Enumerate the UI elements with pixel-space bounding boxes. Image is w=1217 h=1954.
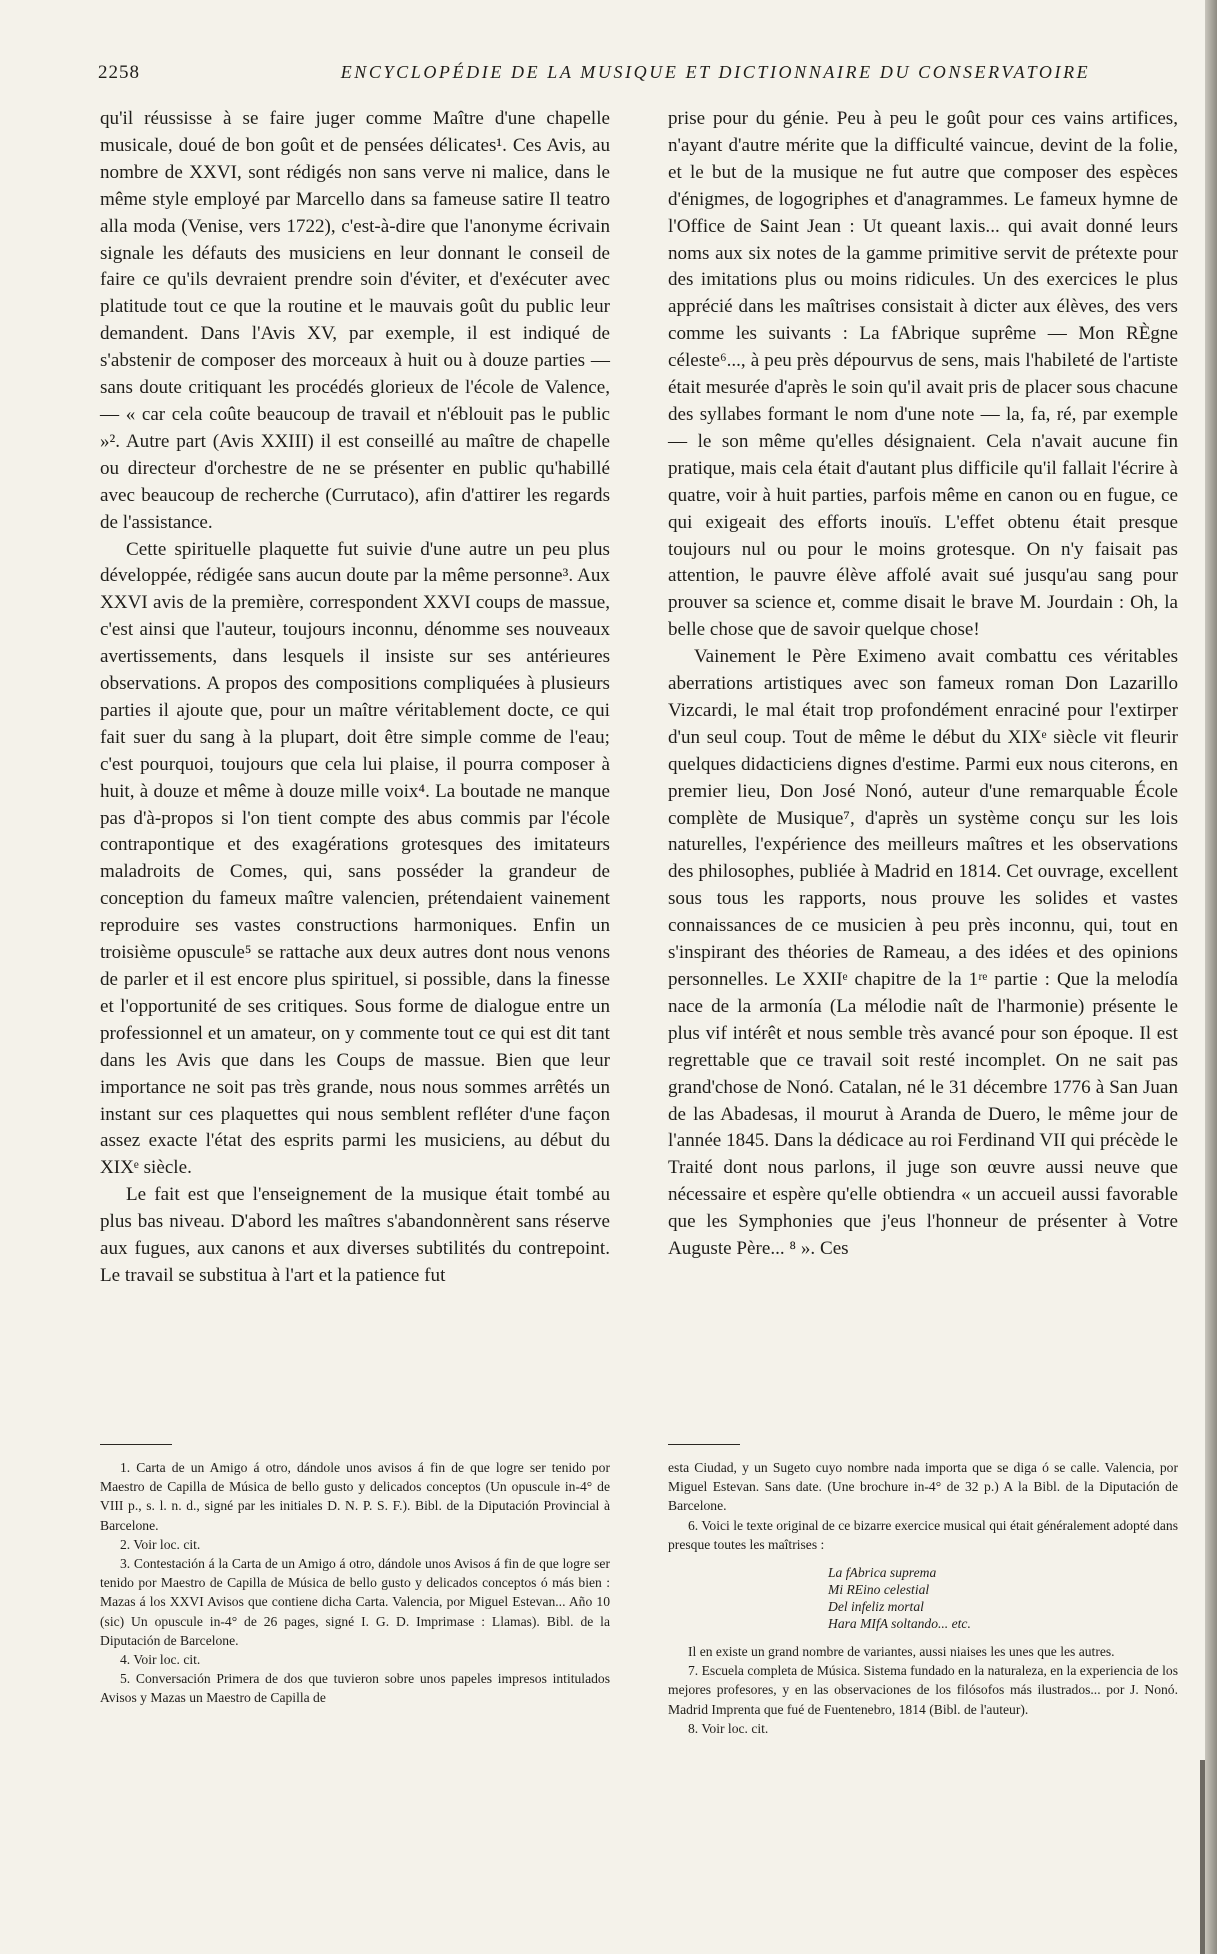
- paragraph: Cette spirituelle plaquette fut suivie d'une autre un peu plus développée, rédigée sans aucun doute par la même personne³. Aux XXVI avis de la première, correspondent XXVI coups de massue, c'est ainsi que l'auteur, toujours inconnu, dénomme ses nouveaux avertissements, dans lesquels il insiste sur ses antérieures observations. A propos des compositions compliquées à plusieurs parties il ajoute que, pour un maître véritablement docte, ce qui fait suer du sang à la plupart, doit être simple comme de l'eau; c'est pourquoi, toujours que cela lui plaise, il pourra composer à huit, à douze et même à douze mille voix⁴. La boutade ne manque pas d'à-propos si l'on tient compte des abus commis par l'école contrapontique et des exagérations grotesques des imitateurs maladroits de Comes, qui, sans posséder la grandeur de conception du fameux maître valencien, prétendaient vainement reproduire ses vastes constructions harmoniques. Enfin un troisième opuscule⁵ se rattache aux deux autres dont nous venons de parler et il est encore plus spirituel, si possible, dans la finesse et l'opportunité de ses critiques. Sous forme de dialogue entre un professionnel et un amateur, on y commente tout ce qui est dit tant dans les Avis que dans les Coups de massue. Bien que leur importance ne soit pas très grande, nous nous sommes arrêtés un instant sur ces plaquettes qui nous semblent refléter d'une façon assez exacte l'état des esprits parmi les musiciens, au début du XIXᵉ siècle.: [100, 538, 610, 1179]
- paragraph: Le fait est que l'enseignement de la musique était tombé au plus bas niveau. D'abord les maîtres s'abandonnèrent sans réserve aux fugues, aux canons et aux diverses subtilités du contrepoint. Le travail se substitua à l'art et la patience fut: [100, 1184, 610, 1286]
- page-edge: [1205, 0, 1217, 1954]
- page-number: 2258: [98, 62, 140, 83]
- footnote: esta Ciudad, y un Sugeto cuyo nombre nada importa que se diga ó se calle. Valencia, por Miguel Estevan. Sans date. (Une brochure in-4° de 32 p.) A la Bibl. de la Diputación de Barcelone.: [668, 1460, 1178, 1514]
- page-edge-shadow: [1200, 1760, 1205, 1954]
- footnote: 8. Voir loc. cit.: [688, 1720, 769, 1736]
- verse-line: Del infeliz mortal: [828, 1599, 924, 1615]
- paragraph: qu'il réussisse à se faire juger comme Maître d'une chapelle musicale, doué de bon goût et de pensées délicates¹. Ces Avis, au nombre de XXVI, sont rédigés non sans verve ni malice, dans le même style employé par Marcello dans sa fameuse satire Il teatro alla moda (Venise, vers 1722), c'est-à-dire que l'anonyme écrivain signale les défauts des musiciens en leur donnant le conseil de faire ce qu'ils devraient prendre soin d'éviter, et d'exécuter avec platitude tout ce que la routine et le mauvais goût du public leur demandent. Dans l'Avis XV, par exemple, il est indiqué de s'abstenir de composer des morceaux à huit ou à douze parties — sans doute critiquant les procédés glorieux de l'école de Valence, — « car cela coûte beaucoup de travail et n'éblouit pas le public »². Autre part (Avis XXIII) il est conseillé au maître de chapelle ou directeur d'orchestre de ne se présenter en public qu'habillé avec beaucoup de recherche (Currutaco), afin d'attirer les regards de l'assistance.: [100, 108, 610, 533]
- verse-quote: [828, 1564, 1178, 1632]
- footnote: 5. Conversación Primera de dos que tuvieron sobre unos papeles impresos intitulados Avisos y Mazas un Maestro de Capilla de: [100, 1671, 610, 1706]
- footnote: 2. Voir loc. cit.: [120, 1536, 201, 1552]
- footnotes-right: [668, 1458, 1178, 1738]
- paragraph: prise pour du génie. Peu à peu le goût pour ces vains artifices, n'ayant d'autre mérite que la difficulté vaincue, devint de la folie, et le but de la musique ne fut autre que composer des espèces d'énigmes, de logogriphes et d'anagrammes. Le fameux hymne de l'Office de Saint Jean : Ut queant laxis... qui avait donné leurs noms aux six notes de la gamme primitive servit de prétexte pour des imitations plus ou moins ridicules. Un des exercices le plus apprécié dans les maîtrises consistait à dicter aux élèves, des vers comme les suivants : La fAbrique suprême — Mon RÈgne céleste⁶..., à peu près dépourvus de sens, mais l'habileté de l'artiste était mesurée d'après le soin qu'il avait pris de placer sous chacune des syllabes formant le nom d'une note — la, fa, ré, par exemple — le son même qu'elles désignaient. Cela n'avait aucune fin pratique, mais cela était d'autant plus difficile qu'il fallait l'écrire à quatre, voir à huit parties, parfois même en canon ou en fugue, ce qui exigeait des efforts inouïs. L'effet obtenu était presque toujours nul ou pour le moins grotesque. On n'y faisait pas attention, le pauvre élève affolé avait sué jusqu'au sang pour prouver sa science et, comme disait le brave M. Jourdain : Oh, la belle chose que de savoir quelque chose!: [668, 108, 1178, 641]
- left-text-column: [100, 106, 610, 1290]
- verse-line: La fAbrica suprema: [828, 1565, 937, 1581]
- footnote-rule: [100, 1444, 172, 1445]
- paragraph: Vainement le Père Eximeno avait combattu ces véritables aberrations artistiques avec son fameux roman Don Lazarillo Vizcardi, le mal était trop profondément enraciné pour l'extirper d'un seul coup. Tout de même le début du XIXᵉ siècle vit fleurir quelques didacticiens dignes d'estime. Parmi eux nous citerons, en premier lieu, Don José Nonó, auteur d'une remarquable École complète de Musique⁷, d'après un système conçu sur les lois naturelles, l'expérience des meilleurs maîtres et les observations des philosophes, publiée à Madrid en 1814. Cet ouvrage, excellent sous tous les rapports, nous prouve les solides et vastes connaissances de ce musicien à peu près inconnu, qui, tout en s'inspirant des théories de Rameau, a des idées et des opinions personnelles. Le XXIIᵉ chapitre de la 1ʳᵉ partie : Que la melodía nace de la armonía (La mélodie naît de l'harmonie) présente le plus vif intérêt et nous semble très avancé pour son époque. Il est regrettable que ce travail soit resté incomplet. On ne sait pas grand'chose de Nonó. Catalan, né le 31 décembre 1776 à San Juan de las Abadesas, il mourut à Aranda de Duero, le même jour de l'année 1845. Dans la dédicace au roi Ferdinand VII qui précède le Traité dont nous parlons, il juge son œuvre aussi neuve que nécessaire et espère qu'elle obtiendra « un accueil aussi favorable que les Symphonies que j'eus l'honneur de présenter à Votre Auguste Père... ⁸ ». Ces: [668, 646, 1178, 1260]
- footnote: 3. Contestación á la Carta de un Amigo á otro, dándole unos Avisos á fin de que logre ser tenido por Maestro de Capilla de Música de bello gusto y delicados conceptos ó más bien : Mazas á los XXVI Avisos que contiene dicha Carta. Valencia, por Miguel Estevan... Año 10 (sic) Un opuscule in-4° de 26 pages, signé I. G. D. Imprimase : Llamas). Bibl. de la Diputación de Barcelone.: [100, 1556, 610, 1648]
- verse-line: Mi REino celestial: [828, 1582, 930, 1598]
- footnotes-left: [100, 1458, 610, 1708]
- footnote: 7. Escuela completa de Música. Sistema fundado en la naturaleza, en la experiencia de los mejores profesores, y en las observaciones de los filósofos más ilustrados... por J. Nonó. Madrid Imprenta que fué de Fuentenebro, 1814 (Bibl. de l'auteur).: [668, 1663, 1178, 1717]
- verse-line: Hara MIfA soltando... etc.: [828, 1616, 971, 1632]
- footnote: Il en existe un grand nombre de variantes, aussi niaises les unes que les autres.: [688, 1644, 1115, 1660]
- footnote-rule: [668, 1444, 740, 1445]
- page-header: [98, 58, 1178, 90]
- footnote: 1. Carta de un Amigo á otro, dándole unos avisos á fin de que logre ser tenido por Maestro de Capilla de Música de bello gusto y delicados conceptos (Un opuscule in-4° de VIII p., s. l. n. d., signé par les initiales D. N. P. S. F.). Bibl. de la Diputación Provincial à Barcelone.: [100, 1460, 610, 1533]
- running-title: ENCYCLOPÉDIE DE LA MUSIQUE ET DICTIONNAIRE DU CONSERVATOIRE: [340, 62, 1091, 82]
- footnote: 4. Voir loc. cit.: [120, 1652, 201, 1668]
- right-text-column: [668, 106, 1178, 1263]
- footnote: 6. Voici le texte original de ce bizarre exercice musical qui était généralement adopté dans presque toutes les maîtrises :: [668, 1517, 1178, 1552]
